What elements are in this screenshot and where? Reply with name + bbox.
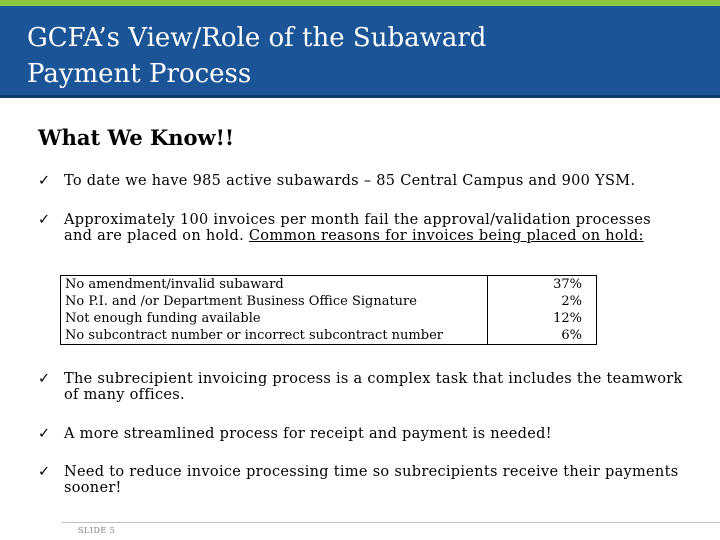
slide-number: SLIDE 5 [78, 526, 116, 535]
reason-percent: 2% [561, 294, 582, 309]
bullet-text-plain: Approximately 100 invoices per month fail the approval/validation processes and are placed on hold. [64, 212, 652, 244]
bullet-text: The subrecipient invoicing process is a complex task that includes the teamwork of many offices. [64, 371, 683, 403]
reason-label: No P.I. and /or Department Business Office Signature [65, 294, 417, 309]
table-row [61, 276, 597, 345]
checkmark-icon: ✓ [38, 371, 51, 387]
reason-percent: 12% [553, 311, 582, 326]
reason-label: Not enough funding available [65, 311, 261, 326]
checkmark-icon: ✓ [38, 212, 51, 228]
title-banner [0, 6, 720, 98]
checkmark-icon: ✓ [38, 426, 51, 442]
reason-percent: 37% [553, 277, 582, 292]
reason-label: No subcontract number or incorrect subcontract number [65, 328, 443, 343]
bullet-text: To date we have 985 active subawards – 85 Central Campus and 900 YSM. [64, 173, 636, 189]
checkmark-icon: ✓ [38, 464, 51, 480]
bullet-text: A more streamlined process for receipt and payment is needed! [64, 426, 552, 442]
title-line-2: Payment Process [27, 59, 252, 89]
title-line-1: GCFA’s View/Role of the Subaward [27, 23, 487, 53]
checkmark-icon: ✓ [38, 173, 51, 189]
reason-label: No amendment/invalid subaward [65, 277, 284, 292]
slide-title [27, 20, 486, 92]
footer-divider [62, 522, 720, 523]
bullet-text-underlined: Common reasons for invoices being placed on hold: [248, 228, 644, 244]
bullet-text [64, 212, 684, 244]
reason-percent: 6% [561, 328, 582, 343]
section-heading: What We Know!! [38, 125, 235, 150]
hold-reasons-table [60, 275, 597, 345]
bullet-text: Need to reduce invoice processing time so subrecipients receive their payments sooner! [64, 464, 679, 496]
